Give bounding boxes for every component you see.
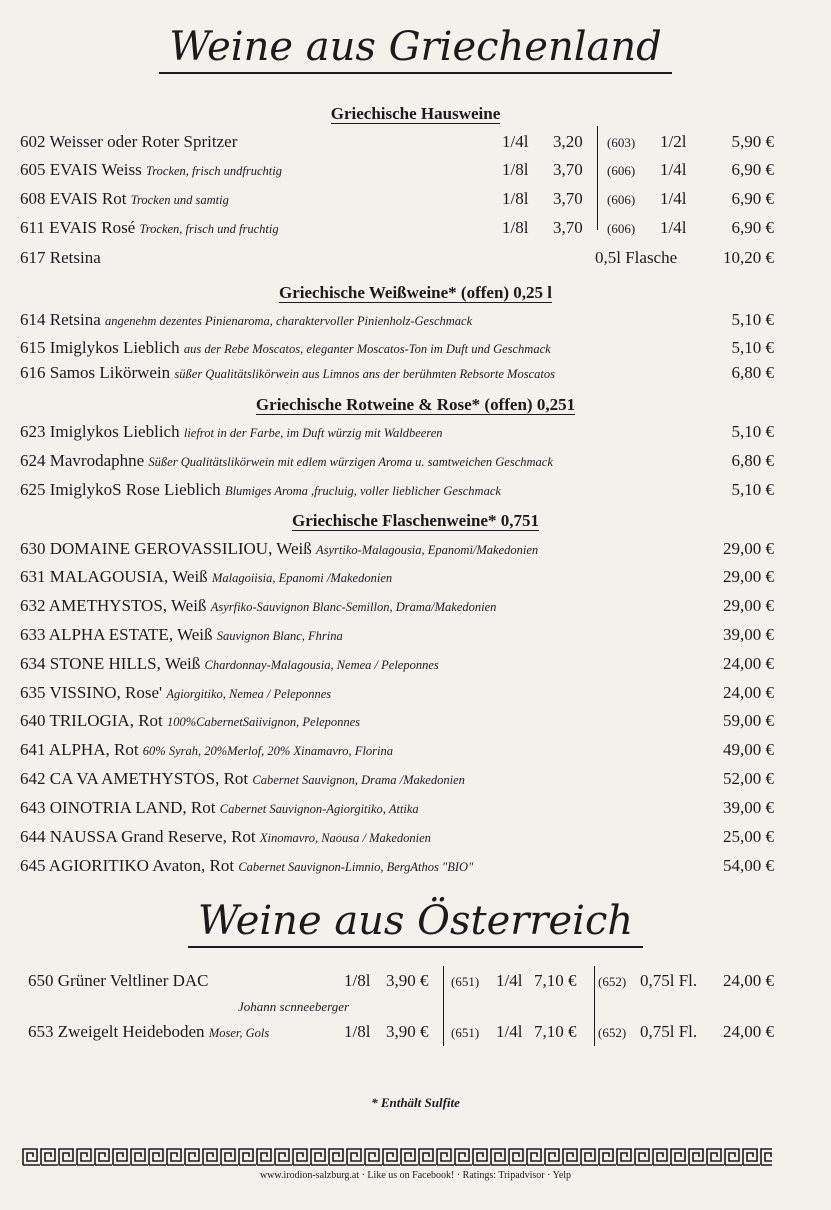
price: 39,00 €: [723, 798, 774, 817]
list-item: [20, 363, 780, 389]
wine-desc: Malagoiisia, Epanomi /Makedonien: [211, 571, 393, 585]
quantity: 1/4l: [660, 189, 687, 208]
price: 24,00 €: [723, 971, 774, 990]
wine-name: 625 ImiglykoS Rose Lieblich: [20, 480, 221, 499]
price: 39,00 €: [723, 625, 774, 644]
wine-name: 645 AGIORITIKO Avaton, Rot: [20, 856, 235, 875]
price: 29,00 €: [723, 539, 774, 558]
quantity: 1/8l: [502, 189, 529, 208]
quantity: 0,5l Flasche: [595, 248, 678, 267]
wine-desc: aus der Rebe Moscatos, eleganter Moscatos-Ton im Duft und Geschmack: [183, 342, 551, 356]
list-item: [20, 248, 780, 274]
price: 6,90 €: [731, 218, 774, 237]
wine-name: 623 Imiglykos Lieblich: [20, 422, 180, 441]
price: 54,00 €: [723, 856, 774, 875]
quantity: 1/4l: [496, 971, 523, 990]
code: (603): [607, 135, 636, 150]
wine-desc: Trocken, frisch und fruchtig: [139, 222, 279, 236]
section-flaschenweine: Griechische Flaschenweine* 0,751: [292, 511, 539, 530]
section-hausweine: Griechische Hausweine: [330, 104, 501, 123]
list-item: [20, 683, 780, 709]
title-greece: Weine aus Griechenland: [0, 24, 831, 74]
price: 3,90 €: [386, 1022, 429, 1041]
quantity: 1/8l: [344, 971, 371, 990]
wine-desc: süßer Qualitätslikörwein aus Limnos ans der berühmten Rebsorte Moscatos: [174, 367, 555, 381]
wine-name: 615 Imiglykos Lieblich: [20, 338, 180, 357]
list-item: [20, 132, 780, 158]
price: 3,90 €: [386, 971, 429, 990]
list-item: [20, 310, 780, 336]
wine-name: 640 TRILOGIA, Rot: [20, 711, 163, 730]
wine-name: 602 Weisser oder Roter Spritzer: [20, 132, 238, 151]
wine-name: 614 Retsina: [20, 310, 101, 329]
price: 6,90 €: [731, 189, 774, 208]
price: 3,70: [553, 218, 583, 237]
wine-name: 611 EVAIS Rosé: [20, 218, 136, 237]
price: 29,00 €: [723, 596, 774, 615]
wine-desc: Cabernet Sauvignon-Limnio, BergAthos "BIO": [238, 860, 474, 874]
quantity: 1/8l: [344, 1022, 371, 1041]
wine-name: 624 Mavrodaphne: [20, 451, 145, 470]
quantity: 0,75l Fl.: [640, 1022, 698, 1041]
wine-name: 605 EVAIS Weiss: [20, 160, 142, 179]
column-divider: [594, 966, 595, 1046]
quantity: 1/8l: [502, 160, 529, 179]
wine-name: 653 Zweigelt Heideboden: [28, 1022, 205, 1041]
section-rotweine: Griechische Rotweine & Rose* (offen) 0,251: [255, 395, 576, 414]
wine-name: 642 CA VA AMETHYSTOS, Rot: [20, 769, 249, 788]
code: (651): [451, 1025, 480, 1040]
footnote: * Enthält Sulfite: [371, 1095, 460, 1110]
quantity: 1/8l: [502, 218, 529, 237]
greek-key-border: [22, 1148, 772, 1166]
code: (606): [607, 192, 636, 207]
wine-desc: liefrot in der Farbe, im Duft würzig mit Waldbeeren: [183, 426, 443, 440]
list-item: [20, 596, 780, 622]
wine-name: 633 ALPHA ESTATE, Weiß: [20, 625, 213, 644]
list-item: [20, 654, 780, 680]
price: 10,20 €: [723, 248, 774, 267]
list-item: [20, 160, 780, 186]
wine-name: 641 ALPHA, Rot: [20, 740, 139, 759]
list-item: [28, 1022, 780, 1048]
wine-desc: 100%CabernetSaiivignon, Peleponnes: [167, 715, 361, 729]
wine-name: 608 EVAIS Rot: [20, 189, 127, 208]
price: 6,90 €: [731, 160, 774, 179]
price: 52,00 €: [723, 769, 774, 788]
list-item: [20, 711, 780, 737]
wine-desc: Chardonnay-Malagousia, Nemea / Peleponnes: [204, 658, 439, 672]
price: 5,90 €: [731, 132, 774, 151]
price: 24,00 €: [723, 683, 774, 702]
list-item: [20, 189, 780, 215]
list-item: [20, 480, 780, 506]
list-item: [20, 798, 780, 824]
wine-desc: Xinomavro, Naousa / Makedonien: [259, 831, 431, 845]
wine-name: 631 MALAGOUSIA, Weiß: [20, 567, 208, 586]
list-item: [20, 827, 780, 853]
quantity: 1/4l: [660, 160, 687, 179]
quantity: 0,75l Fl.: [640, 971, 698, 990]
wine-name: 650 Grüner Veltliner DAC: [28, 971, 209, 990]
wine-desc: Trocken und samtig: [130, 193, 229, 207]
price: 5,10 €: [731, 310, 774, 329]
price: 6,80 €: [731, 451, 774, 470]
price: 6,80 €: [731, 363, 774, 382]
wine-name: 616 Samos Likörwein: [20, 363, 171, 382]
list-item: [20, 422, 780, 448]
code: (652): [598, 1025, 627, 1040]
wine-name: 630 DOMAINE GEROVASSILIOU, Weiß: [20, 539, 312, 558]
price: 25,00 €: [723, 827, 774, 846]
column-divider: [443, 966, 444, 1046]
price: 3,70: [553, 160, 583, 179]
list-item: [20, 740, 780, 766]
list-item: [20, 338, 780, 364]
list-item: [20, 539, 780, 565]
wine-desc: angenehm dezentes Pinienaroma, charaktervoller Pinienholz-Geschmack: [105, 314, 473, 328]
column-divider: [597, 126, 598, 230]
price: 24,00 €: [723, 654, 774, 673]
wine-desc: 60% Syrah, 20%Merlof, 20% Xinamavro, Florina: [142, 744, 393, 758]
price: 5,10 €: [731, 480, 774, 499]
footer-links: www.irodion-salzburg.at · Like us on Facebook! · Ratings: Tripadvisor · Yelp: [259, 1170, 572, 1181]
wine-name: 632 AMETHYSTOS, Weiß: [20, 596, 207, 615]
list-item: [20, 218, 780, 244]
price: 29,00 €: [723, 567, 774, 586]
wine-name: 643 OINOTRIA LAND, Rot: [20, 798, 216, 817]
list-item: [28, 971, 780, 997]
wine-desc: Cabernet Sauvignon-Agiorgitiko, Attika: [219, 802, 419, 816]
quantity: 1/4l: [496, 1022, 523, 1041]
wine-name: 635 VISSINO, Rose': [20, 683, 163, 702]
list-item: [20, 769, 780, 795]
quantity: 1/4l: [502, 132, 529, 151]
wine-desc: Agiorgitiko, Nemea / Peleponnes: [166, 687, 332, 701]
quantity: 1/4l: [660, 218, 687, 237]
wine-desc: Asyrfiko-Sauvignon Blanc-Semillon, Drama/Makedonien: [210, 600, 497, 614]
price: 24,00 €: [723, 1022, 774, 1041]
code: (652): [598, 974, 627, 989]
wine-desc: Sauvignon Blanc, Fhrina: [216, 629, 343, 643]
quantity: 1/2l: [660, 132, 687, 151]
price: 3,70: [553, 189, 583, 208]
wine-name: 644 NAUSSA Grand Reserve, Rot: [20, 827, 256, 846]
wine-name: 634 STONE HILLS, Weiß: [20, 654, 201, 673]
wine-desc: Cabernet Sauvignon, Drama /Makedonien: [252, 773, 465, 787]
wine-desc: Moser, Gols: [208, 1026, 270, 1040]
wine-desc: Trocken, frisch undfruchtig: [146, 164, 282, 178]
price: 7,10 €: [534, 971, 577, 990]
code: (606): [607, 221, 636, 236]
wine-desc: Süßer Qualitätslikörwein mit edlem würzigen Aroma u. samtweichen Geschmack: [148, 455, 553, 469]
section-weissweine: Griechische Weißweine* (offen) 0,25 l: [278, 283, 553, 302]
wine-desc: Asyrtiko-Malagousia, Epanomi/Makedonien: [315, 543, 539, 557]
price: 5,10 €: [731, 422, 774, 441]
code: (651): [451, 974, 480, 989]
producer-note: Johann scnneeberger: [238, 999, 350, 1014]
wine-name: 617 Retsina: [20, 248, 101, 267]
list-item: [20, 856, 780, 882]
price: 3,20: [553, 132, 583, 151]
list-item: [20, 451, 780, 477]
list-item: [20, 567, 780, 593]
title-austria: Weine aus Österreich: [0, 898, 831, 948]
list-item: [20, 625, 780, 651]
price: 49,00 €: [723, 740, 774, 759]
code: (606): [607, 163, 636, 178]
price: 59,00 €: [723, 711, 774, 730]
price: 7,10 €: [534, 1022, 577, 1041]
wine-desc: Blumiges Aroma ,frucluig, voller lieblicher Geschmack: [224, 484, 501, 498]
price: 5,10 €: [731, 338, 774, 357]
